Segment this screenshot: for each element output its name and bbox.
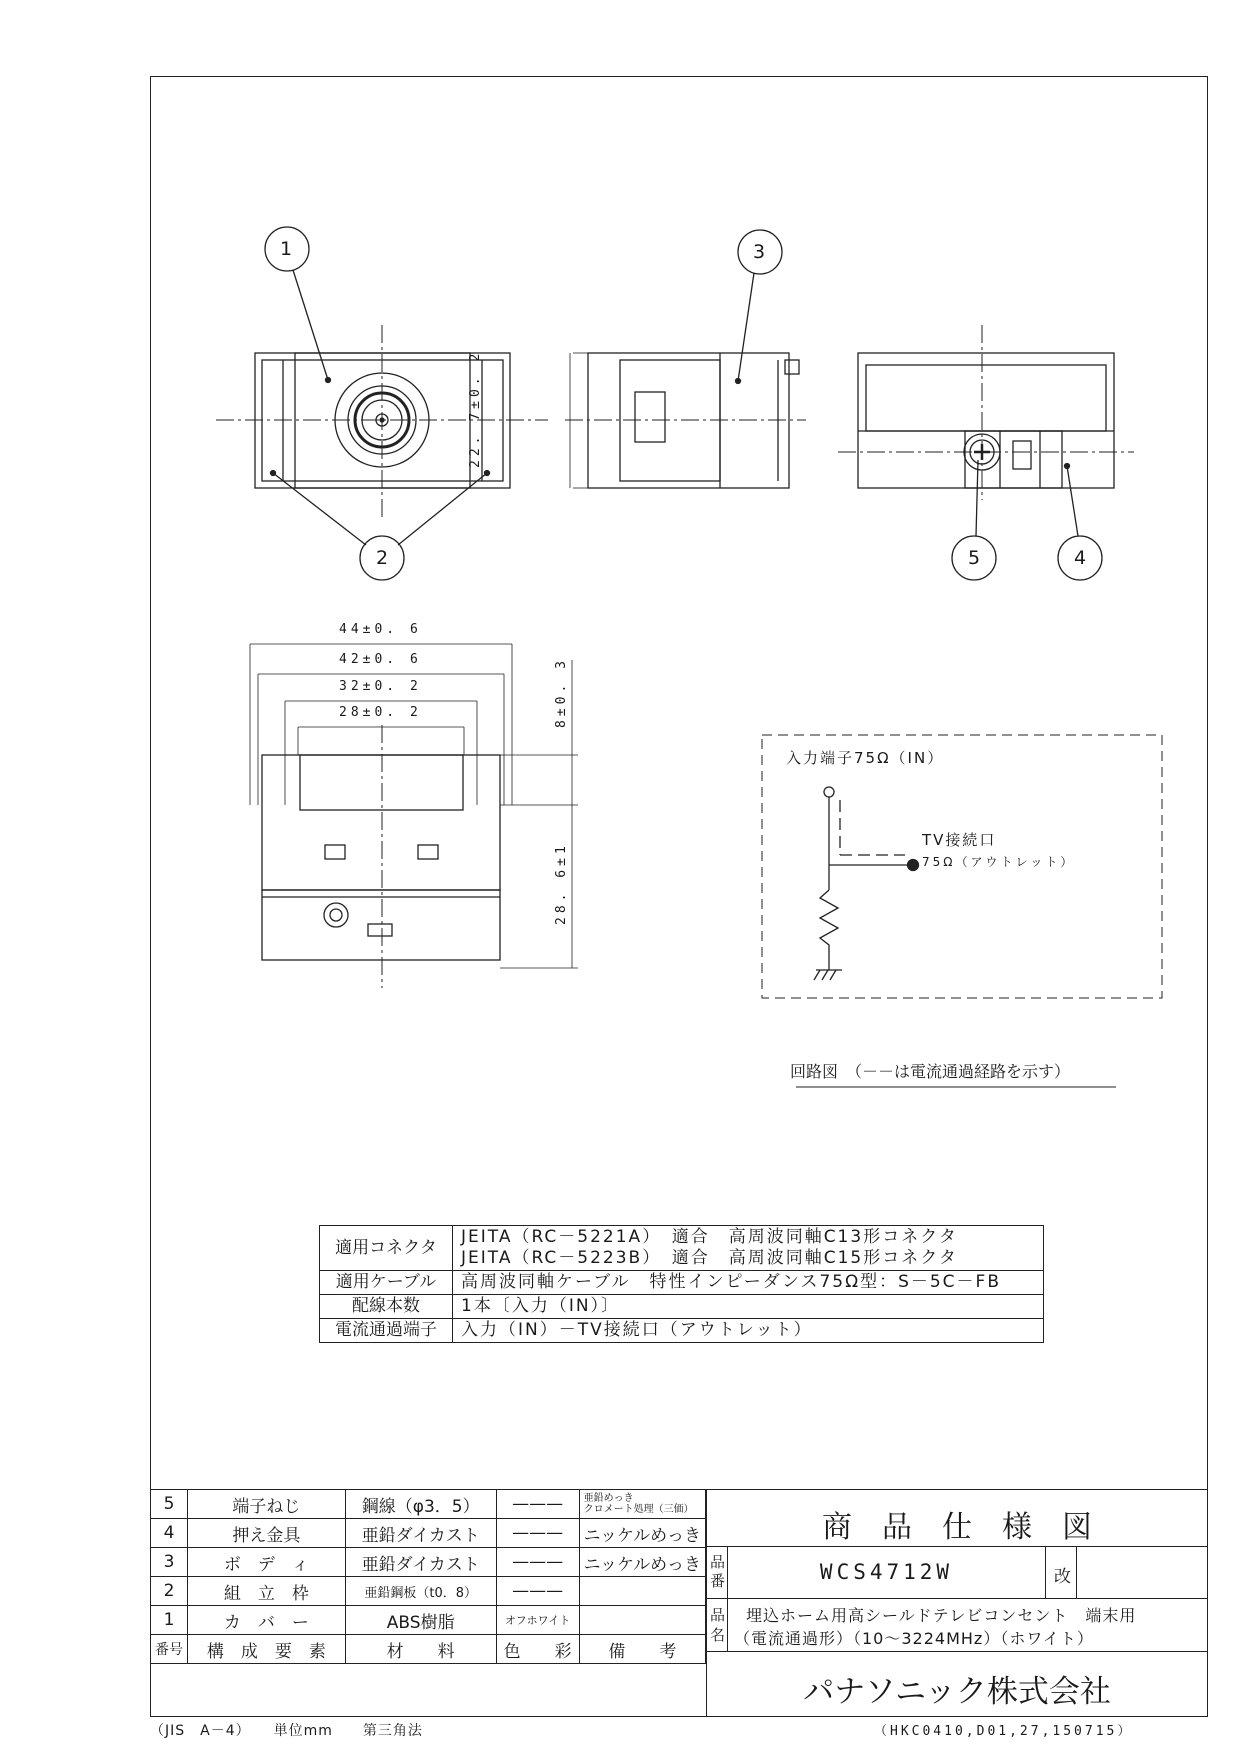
bom-header-color: 色 彩 xyxy=(496,1635,579,1664)
rev-cell xyxy=(1045,1546,1077,1599)
dim-28: 28±0. 2 xyxy=(339,705,422,720)
bom-row xyxy=(151,1577,706,1606)
dim-height-front: 22. 7±0. 2 xyxy=(468,349,483,468)
spec-row xyxy=(320,1319,1044,1343)
bom-part: カ バ ー xyxy=(188,1606,346,1635)
dim-32: 32±0. 2 xyxy=(339,679,422,694)
spec-head: 適用コネクタ xyxy=(320,1226,453,1271)
bom-no: 1 xyxy=(151,1606,188,1635)
part-no-cell xyxy=(727,1546,1046,1599)
callout-5: 5 xyxy=(968,547,981,569)
footer-right: （HKC0410,D01,27,150715） xyxy=(874,1724,1134,1739)
bom-row xyxy=(151,1490,706,1519)
company-name: パナソニック株式会社 xyxy=(803,1674,1111,1710)
bom-header-note: 備 考 xyxy=(579,1635,705,1664)
bom-material: ABS樹脂 xyxy=(345,1606,496,1635)
bom-note xyxy=(579,1577,705,1606)
circuit-tv-label: TV接続口 xyxy=(922,831,997,849)
bom-note: ニッケルめっき xyxy=(579,1519,705,1548)
spec-table xyxy=(319,1225,1044,1343)
part-no-label-cell xyxy=(706,1546,728,1599)
name-line-2: （電流通過形）（10～3224MHz）（ホワイト） xyxy=(734,1629,1094,1648)
callout-1: 1 xyxy=(280,238,293,260)
dim-42: 42±0. 6 xyxy=(339,652,422,667)
spec-value: 1本〔入力（IN）〕 xyxy=(453,1295,1044,1319)
bom-color: ——— xyxy=(496,1548,579,1577)
circuit-caption: 回路図 （－－は電流通過経路を示す） xyxy=(790,1062,1071,1081)
back-view xyxy=(838,325,1134,500)
spec-head: 電流通過端子 xyxy=(320,1319,453,1343)
name-label-cell xyxy=(706,1598,728,1652)
bom-row xyxy=(151,1548,706,1577)
bom-color: オフホワイト xyxy=(496,1606,579,1635)
name-cell xyxy=(727,1598,1208,1652)
bom-color: ——— xyxy=(496,1577,579,1606)
bom-material: 鋼線（φ3．5） xyxy=(345,1490,496,1519)
bom-no: 5 xyxy=(151,1490,188,1519)
spec-row xyxy=(320,1271,1044,1295)
callout-2: 2 xyxy=(376,547,389,569)
footer-left: （JIS A－4） 単位mm 第三角法 xyxy=(150,1723,423,1739)
bom-material: 亜鉛ダイカスト xyxy=(345,1519,496,1548)
company-cell xyxy=(706,1651,1208,1717)
circuit-diagram xyxy=(814,787,919,980)
name-line-1: 埋込ホーム用高シールドテレビコンセント 端末用 xyxy=(746,1606,1137,1625)
bom-part: 押え金具 xyxy=(188,1519,346,1548)
rev-label: 改 xyxy=(1054,1567,1071,1587)
front-view xyxy=(216,325,548,520)
spec-value: JEITA（RC－5223B） 適合 高周波同軸C15形コネクタ xyxy=(461,1248,958,1268)
side-view xyxy=(565,353,806,488)
rev-value-cell xyxy=(1076,1546,1208,1599)
dim-28-6: 28. 6±1 xyxy=(554,842,569,925)
name-label: 品名 xyxy=(710,1606,726,1644)
bom-no: 2 xyxy=(151,1577,188,1606)
bom-header-no: 番号 xyxy=(151,1635,188,1664)
bom-part: 組 立 枠 xyxy=(188,1577,346,1606)
bom-header-part: 構 成 要 素 xyxy=(188,1635,346,1664)
bom-material: 亜鉛鋼板（t0．8） xyxy=(345,1577,496,1606)
circuit-input-label: 入力端子75Ω（IN） xyxy=(786,749,945,767)
bom-part: ボ デ ィ xyxy=(188,1548,346,1577)
circuit-outlet-label: 75Ω（アウトレット） xyxy=(922,855,1076,869)
spec-row xyxy=(320,1226,1044,1271)
bom-note xyxy=(579,1606,705,1635)
bom-header-row xyxy=(151,1635,706,1664)
bom-note: 亜鉛めっき クロメート処理（三価） xyxy=(579,1490,705,1519)
spec-value: 入力（IN）－TV接続口（アウトレット） xyxy=(453,1319,1044,1343)
bom-note: ニッケルめっき xyxy=(579,1548,705,1577)
bom-color: ——— xyxy=(496,1490,579,1519)
bom-color: ——— xyxy=(496,1519,579,1548)
dim-44: 44±0. 6 xyxy=(339,622,422,637)
spec-row xyxy=(320,1295,1044,1319)
spec-head: 配線本数 xyxy=(320,1295,453,1319)
bom-row xyxy=(151,1606,706,1635)
part-no-label: 品番 xyxy=(710,1553,726,1590)
spec-value: JEITA（RC－5221A） 適合 高周波同軸C13形コネクタ xyxy=(461,1227,958,1247)
callout-4: 4 xyxy=(1074,547,1087,569)
bom-material: 亜鉛ダイカスト xyxy=(345,1548,496,1577)
bom-no: 4 xyxy=(151,1519,188,1548)
spec-value: 高周波同軸ケーブル 特性インピーダンス75Ω型：S－5C－FB xyxy=(453,1271,1044,1295)
title-text: 商 品 仕 様 図 xyxy=(822,1510,1092,1545)
callout-3: 3 xyxy=(753,241,766,263)
part-no: WCS4712W xyxy=(819,1560,954,1584)
bom-no: 3 xyxy=(151,1548,188,1577)
bom-row xyxy=(151,1519,706,1548)
title-block-title xyxy=(706,1489,1208,1547)
bom-part: 端子ねじ xyxy=(188,1490,346,1519)
dim-8: 8±0. 3 xyxy=(554,657,569,728)
bom-table xyxy=(150,1489,706,1664)
top-view xyxy=(262,725,500,988)
spec-head: 適用ケーブル xyxy=(320,1271,453,1295)
bom-header-material: 材 料 xyxy=(345,1635,496,1664)
